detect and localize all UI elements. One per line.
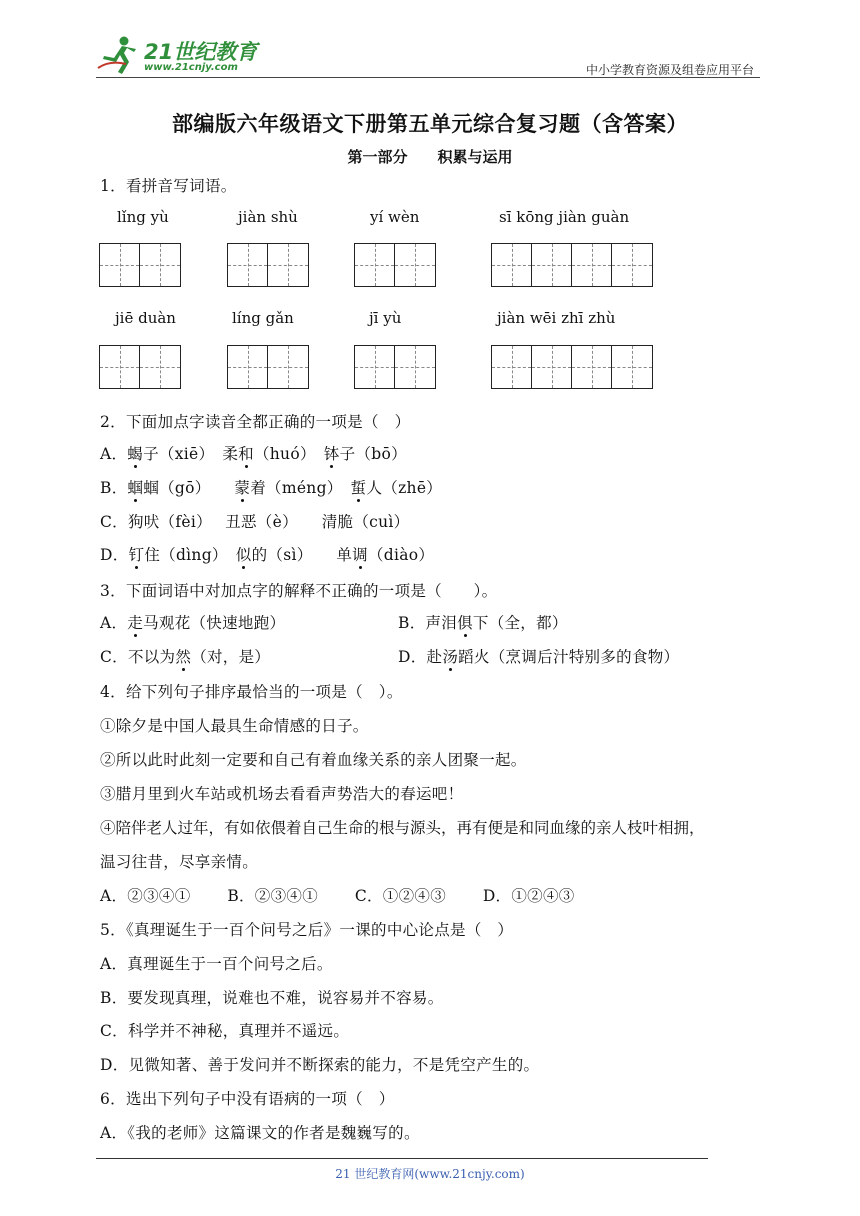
header-divider bbox=[96, 77, 760, 78]
runner-logo-icon bbox=[96, 34, 142, 76]
pinyin-8: jiàn wēi zhī zhù bbox=[497, 309, 616, 327]
q2-option-b[interactable]: B．蝈蝈（gō） 蒙着（méng） 蜇人（zhē） bbox=[100, 476, 442, 498]
q5-option-c[interactable]: C．科学并不神秘，真理并不遥远。 bbox=[100, 1022, 350, 1040]
pinyin-5: jiē duàn bbox=[115, 309, 176, 327]
pinyin-3: yí wèn bbox=[370, 208, 420, 226]
pinyin-1: lǐng yù bbox=[117, 208, 169, 226]
q4-sentence-3: ③腊月里到火车站或机场去看看声势浩大的春运吧！ bbox=[100, 785, 464, 803]
writing-grid-7[interactable] bbox=[354, 345, 436, 389]
q3-option-d[interactable]: D．赴汤蹈火（烹调后汁特别多的食物） bbox=[398, 645, 679, 667]
q5-option-b[interactable]: B．要发现真理，说难也不难，说容易并不容易。 bbox=[100, 989, 444, 1007]
q1-stem: 1．看拼音写词语。 bbox=[100, 177, 237, 195]
writing-grid-4[interactable] bbox=[491, 243, 653, 287]
q4-stem: 4．给下列句子排序最恰当的一项是（ ）。 bbox=[100, 683, 403, 701]
page-header bbox=[96, 32, 760, 78]
section-subtitle: 第一部分 积累与运用 bbox=[347, 148, 513, 166]
q2-option-a[interactable]: A．蝎子（xiē） 柔和（huó） 钵子（bō） bbox=[100, 442, 407, 464]
pinyin-7: jī yù bbox=[369, 309, 402, 327]
logo-url: www.21cnjy.com bbox=[144, 62, 238, 73]
writing-grid-5[interactable] bbox=[99, 345, 181, 389]
writing-grid-6[interactable] bbox=[227, 345, 309, 389]
q3-option-b[interactable]: B．声泪俱下（全，都） bbox=[398, 611, 568, 633]
pinyin-6: líng gǎn bbox=[232, 309, 294, 327]
q2-option-d[interactable]: D．钉住（dìng） 似的（sì） 单调（diào） bbox=[100, 543, 434, 565]
writing-grid-2[interactable] bbox=[227, 243, 309, 287]
platform-name: 中小学教育资源及组卷应用平台 bbox=[585, 63, 754, 77]
writing-grid-8[interactable] bbox=[491, 345, 653, 389]
q6-option-a[interactable]: A．《我的老师》这篇课文的作者是魏巍写的。 bbox=[100, 1124, 420, 1142]
writing-grid-1[interactable] bbox=[99, 243, 181, 287]
q3-option-c[interactable]: C．不以为然（对，是） bbox=[100, 645, 270, 667]
q2-option-c[interactable]: C．狗吠（fèi） 丑恶（è） 清脆（cuì） bbox=[100, 513, 410, 531]
pinyin-2: jiàn shù bbox=[238, 208, 298, 226]
q5-option-a[interactable]: A．真理诞生于一百个问号之后。 bbox=[100, 955, 333, 973]
q6-stem: 6．选出下列句子中没有语病的一项（ ） bbox=[100, 1090, 395, 1108]
footer-text: 21 世纪教育网(www.21cnjy.com) bbox=[335, 1167, 525, 1181]
pinyin-4: sī kōng jiàn guàn bbox=[499, 208, 630, 226]
q4-options[interactable]: A．②③④① B．②③④① C．①②④③ D．①②④③ bbox=[100, 887, 575, 905]
q4-sentence-4-cont: 温习往昔，尽享亲情。 bbox=[100, 853, 259, 871]
q4-sentence-1: ①除夕是中国人最具生命情感的日子。 bbox=[100, 717, 369, 735]
footer-divider bbox=[96, 1158, 708, 1159]
q4-sentence-2: ②所以此时此刻一定要和自己有着血缘关系的亲人团聚一起。 bbox=[100, 751, 527, 769]
q3-stem: 3．下面词语中对加点字的解释不正确的一项是（ ）。 bbox=[100, 582, 498, 600]
q5-stem: 5．《真理诞生于一百个问号之后》一课的中心论点是（ ） bbox=[100, 921, 514, 939]
logo-text: 21世纪教育 bbox=[144, 40, 258, 64]
q3-option-a[interactable]: A．走马观花（快速地跑） bbox=[100, 611, 285, 633]
q5-option-d[interactable]: D．见微知著、善于发问并不断探索的能力，不是凭空产生的。 bbox=[100, 1056, 540, 1074]
q2-stem: 2．下面加点字读音全都正确的一项是（ ） bbox=[100, 413, 411, 431]
q4-sentence-4: ④陪伴老人过年，有如依偎着自己生命的根与源头，再有便是和同血缘的亲人枝叶相拥， bbox=[100, 819, 705, 837]
page-title: 部编版六年级语文下册第五单元综合复习题（含答案） bbox=[172, 112, 688, 136]
writing-grid-3[interactable] bbox=[354, 243, 436, 287]
